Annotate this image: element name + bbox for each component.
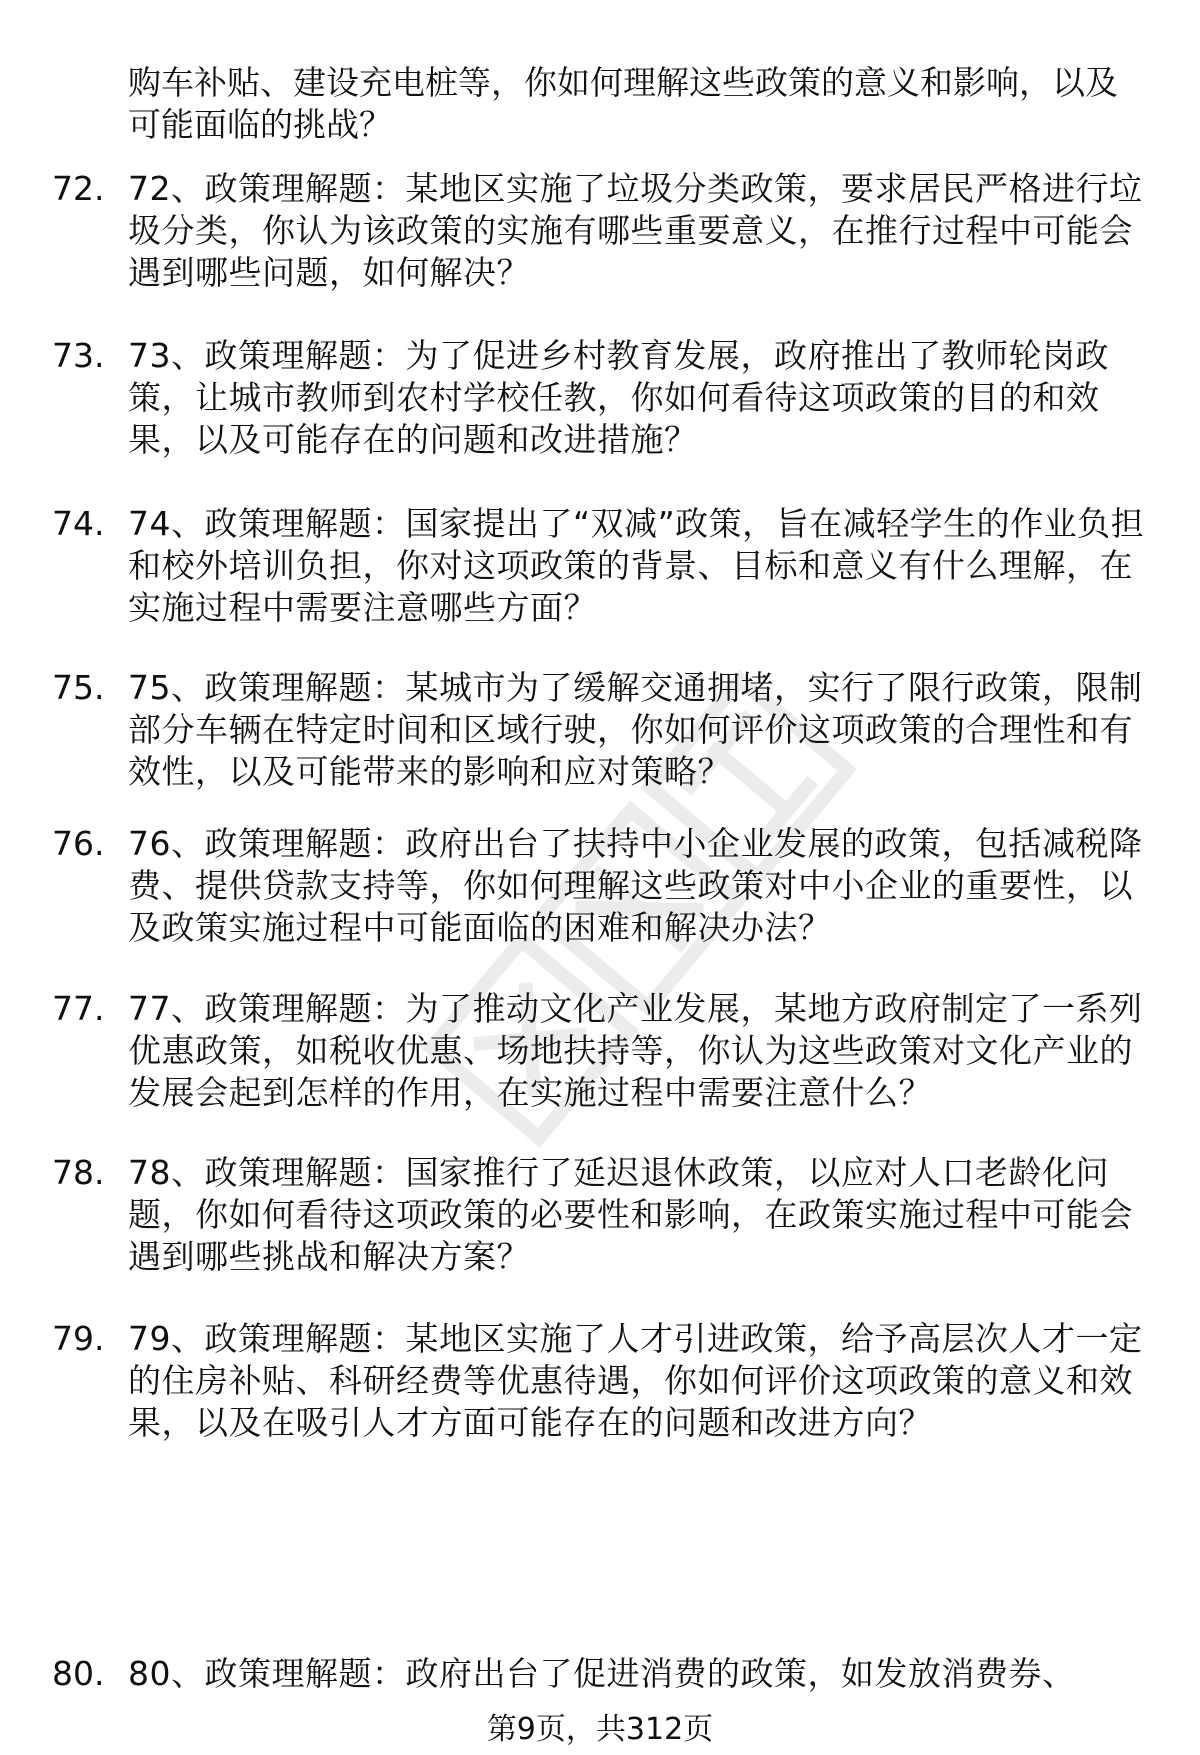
item-text: 79、政策理解题：某地区实施了人才引进政策，给予高层次人才一定的住房补贴、科研经费等优惠待遇，你如何评价这项政策的意义和效果，以及在吸引人才方面可能存在的问题和改进方向？ — [128, 1319, 1143, 1442]
item-number: 80. — [52, 1654, 105, 1693]
item-number: 77. — [52, 989, 105, 1028]
item-number: 75. — [52, 668, 105, 707]
item-text: 73、政策理解题：为了促进乡村教育发展，政府推出了教师轮岗政策，让城市教师到农村学校任教，你如何看待这项政策的目的和效果，以及可能存在的问题和改进措施？ — [128, 336, 1109, 459]
item-text: 78、政策理解题：国家推行了延迟退休政策，以应对人口老龄化问题，你如何看待这项政策的必要性和影响，在政策实施过程中可能会遇到哪些挑战和解决方案？ — [128, 1153, 1133, 1276]
item-text: 75、政策理解题：某城市为了缓解交通拥堵，实行了限行政策，限制部分车辆在特定时间和区域行驶，你如何评价这项政策的合理性和有效性，以及可能带来的影响和应对策略？ — [128, 668, 1143, 791]
item-number: 79. — [52, 1319, 105, 1358]
item-number: 78. — [52, 1153, 105, 1192]
item-number: 74. — [52, 504, 105, 543]
page-footer: 第9页，共312页 — [486, 1712, 714, 1747]
continuation-text: 购车补贴、建设充电桩等，你如何理解这些政策的意义和影响，以及可能面临的挑战？ — [128, 63, 1118, 144]
item-text: 77、政策理解题：为了推动文化产业发展，某地方政府制定了一系列优惠政策，如税收优惠、场地扶持等，你认为这些政策对文化产业的发展会起到怎样的作用，在实施过程中需要注意什么？ — [128, 989, 1143, 1112]
item-number: 76. — [52, 824, 105, 863]
item-text: 76、政策理解题：政府出台了扶持中小企业发展的政策，包括减税降费、提供贷款支持等，你如何理解这些政策对中小企业的重要性，以及政策实施过程中可能面临的困难和解决办法？ — [128, 824, 1143, 947]
item-number: 72. — [52, 169, 105, 208]
item-text: 80、政策理解题：政府出台了促进消费的政策，如发放消费券、 — [128, 1654, 1076, 1693]
item-text: 74、政策理解题：国家提出了“双减”政策，旨在减轻学生的作业负担和校外培训负担，你对这项政策的背景、目标和意义有什么理解，在实施过程中需要注意哪些方面？ — [128, 504, 1145, 627]
item-text: 72、政策理解题：某地区实施了垃圾分类政策，要求居民严格进行垃圾分类，你认为该政策的实施有哪些重要意义，在推行过程中可能会遇到哪些问题，如何解决？ — [128, 169, 1143, 292]
item-number: 73. — [52, 336, 105, 375]
